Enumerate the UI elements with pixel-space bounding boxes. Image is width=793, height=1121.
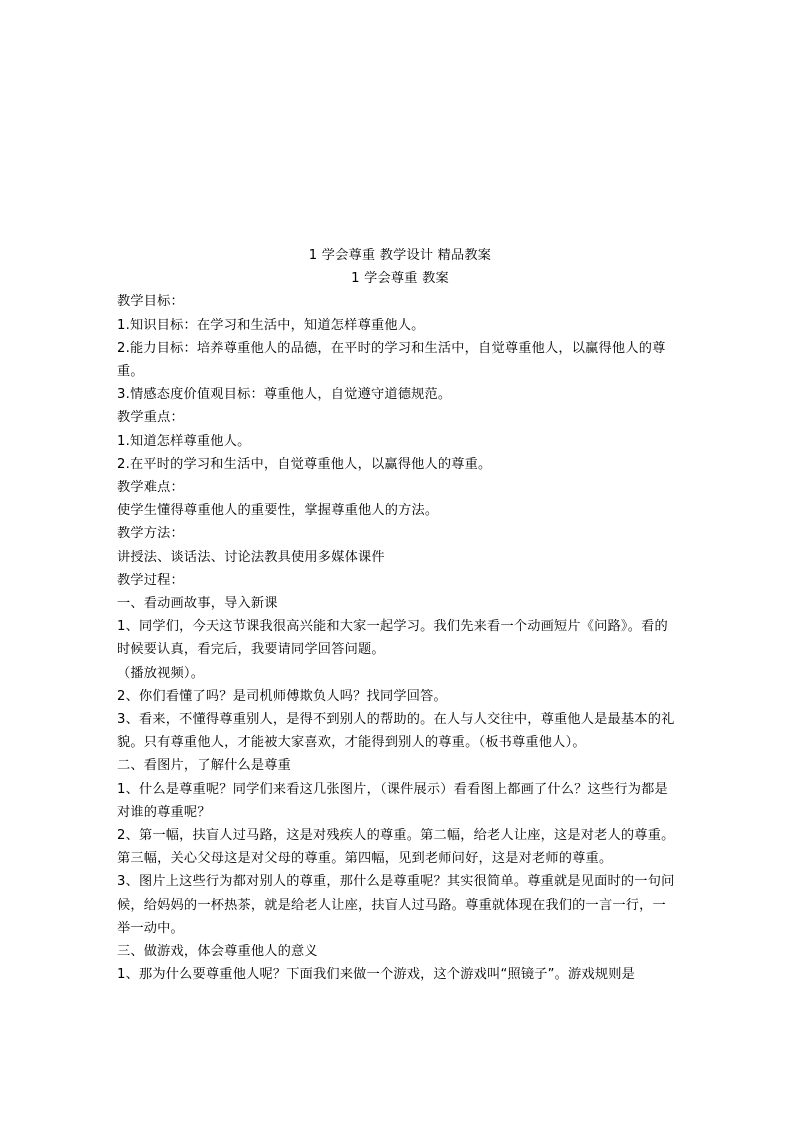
key-point-item: 1.知道怎样尊重他人。 — [117, 433, 251, 449]
method-heading: 教学方法： — [117, 526, 184, 542]
process-heading: 教学过程： — [117, 572, 184, 588]
goals-heading: 教学目标： — [117, 294, 184, 310]
difficulty-item: 使学生懂得尊重他人的重要性，掌握尊重他人的方法。 — [117, 503, 439, 519]
difficulty-heading: 教学难点： — [117, 480, 184, 496]
goal-item: 2.能力目标：培养尊重他人的品德，在平时的学习和生活中，自觉尊重他人，以赢得他人的尊重。 — [117, 340, 666, 380]
key-points-heading: 教学重点： — [117, 410, 184, 426]
goal-item: 1.知识目标：在学习和生活中，知道怎样尊重他人。 — [117, 317, 425, 333]
document-subtitle: 1 学会尊重 教案 — [351, 271, 449, 287]
process-section-heading: 一、看动画故事，导入新课 — [117, 596, 278, 612]
process-section-heading: 三、做游戏，体会尊重他人的意义 — [117, 944, 318, 960]
process-paragraph: 2、你们看懂了吗？是司机师傅欺负人吗？找同学回答。 — [117, 688, 447, 704]
process-section-heading: 二、看图片，了解什么是尊重 — [117, 758, 292, 774]
process-paragraph: 2、第一幅，扶盲人过马路，这是对残疾人的尊重。第二幅，给老人让座，这是对老人的尊重。第三幅，关心父母这是对父母的尊重。第四幅，见到老师问好，这是对老师的尊重。 — [117, 828, 675, 867]
document-title: 1 学会尊重 教学设计 精品教案 — [308, 248, 492, 263]
process-paragraph: 1、同学们，今天这节课我很高兴能和大家一起学习。我们先来看一个动画短片《问路》。看的时候要认真，看完后，我要请同学回答问题。 — [117, 619, 668, 658]
process-paragraph: 3、看来，不懂得尊重别人，是得不到别人的帮助的。在人与人交往中，尊重他人是最基本的礼貌。只有尊重他人，才能被大家喜欢，才能得到别人的尊重。（板书尊重他人）。 — [117, 712, 675, 751]
lesson-plan-body — [117, 244, 677, 987]
goal-item: 3.情感态度价值观目标：尊重他人，自觉遵守道德规范。 — [117, 387, 452, 403]
process-paragraph: （播放视频）。 — [117, 665, 205, 681]
method-item: 讲授法、谈话法、讨论法教具使用多媒体课件 — [117, 549, 385, 565]
process-paragraph: 1、那为什么要尊重他人呢？下面我们来做一个游戏，这个游戏叫“照镜子”。游戏规则是 — [117, 967, 635, 983]
process-paragraph: 1、什么是尊重呢？同学们来看这几张图片，（课件展示）看看图上都画了什么？这些行为都是对谁的尊重呢？ — [117, 781, 668, 820]
key-point-item: 2.在平时的学习和生活中，自觉尊重他人，以赢得他人的尊重。 — [117, 456, 492, 472]
process-paragraph: 3、图片上这些行为都对别人的尊重，那什么是尊重呢？其实很简单。尊重就是见面时的一句问候，给妈妈的一杯热茶，就是给老人让座，扶盲人过马路。尊重就体现在我们的一言一行，一举一动中。 — [117, 874, 675, 936]
